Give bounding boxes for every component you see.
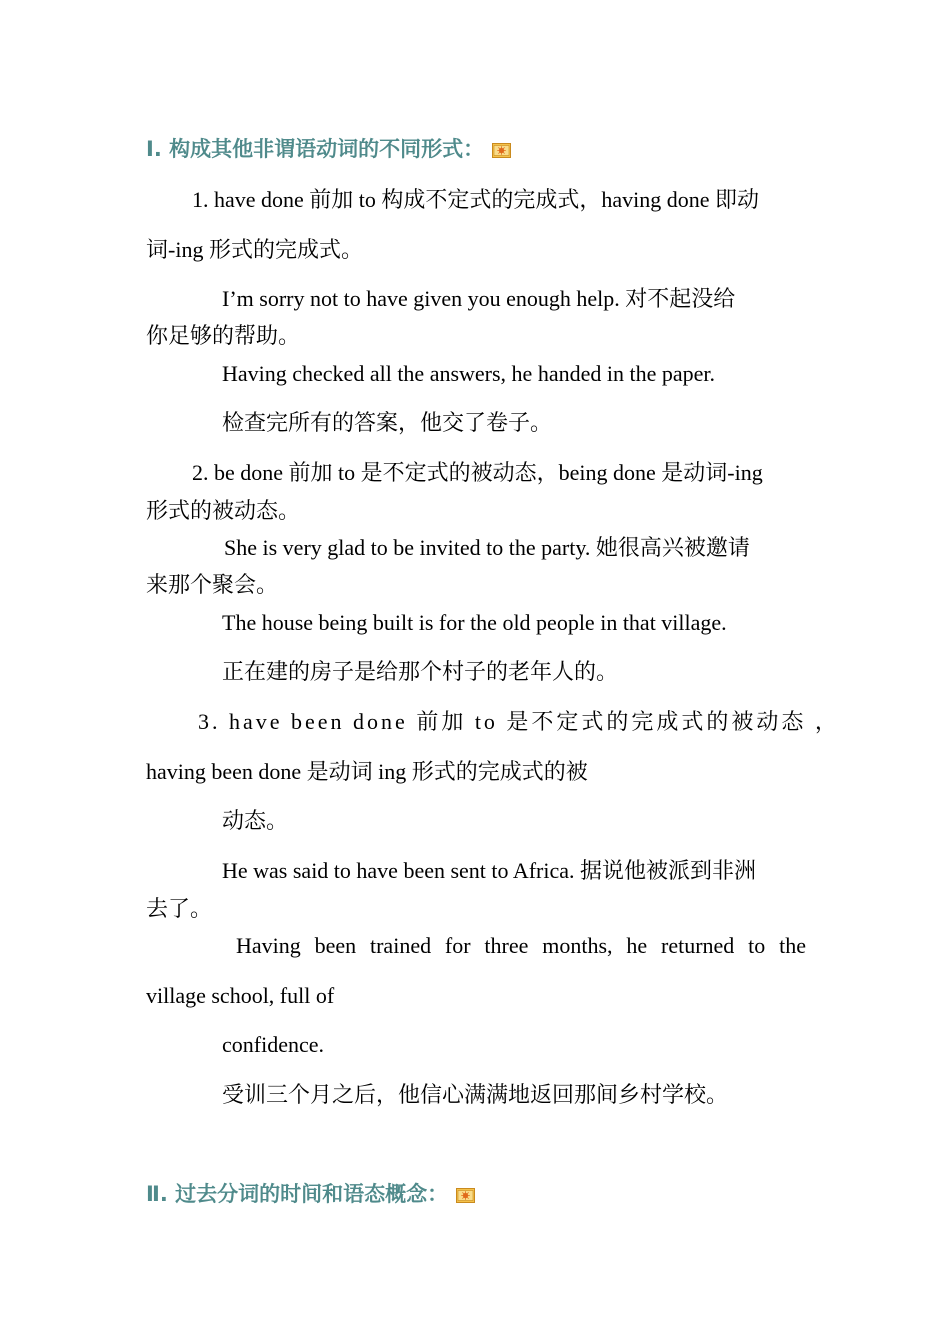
section-1-heading bbox=[146, 135, 511, 163]
item-1-example-2-line-2: 检查完所有的答案，他交了卷子。 bbox=[222, 410, 553, 435]
item-3-example-2-line-1: Having been trained for three months, he returned to the bbox=[236, 933, 806, 958]
item-2-line-1: 2. be done 前加 to 是不定式的被动态，being done 是动词-ing bbox=[192, 460, 763, 485]
section-2-heading bbox=[146, 1180, 475, 1208]
item-3-line-2: having been done 是动词 ing 形式的完成式的被 bbox=[146, 759, 588, 784]
item-1-example-1-line-1: I’m sorry not to have given you enough help. 对不起没给 bbox=[222, 286, 736, 311]
item-3-example-2-line-2: village school, full of bbox=[146, 983, 335, 1008]
item-2-example-2-line-1: The house being built is for the old people in that village. bbox=[222, 610, 727, 635]
section-1-title: Ⅰ. 构成其他非谓语动词的不同形式： bbox=[146, 137, 485, 161]
item-3-example-1-line-1: He was said to have been sent to Africa. 据说他被派到非洲 bbox=[222, 858, 756, 883]
item-1-line-1: 1. have done 前加 to 构成不定式的完成式，having done 即动 bbox=[192, 187, 760, 212]
item-3-example-2-line-4: 受训三个月之后，他信心满满地返回那间乡村学校。 bbox=[222, 1082, 729, 1107]
item-3-example-1-line-2: 去了。 bbox=[146, 896, 213, 921]
folder-sparkle-icon bbox=[492, 143, 511, 158]
item-1-example-1-line-2: 你足够的帮助。 bbox=[146, 323, 301, 348]
item-1-example-2-line-1: Having checked all the answers, he handed in the paper. bbox=[222, 361, 715, 386]
item-2-example-1-line-2: 来那个聚会。 bbox=[146, 572, 279, 597]
item-2-example-1-line-1: She is very glad to be invited to the party. 她很高兴被邀请 bbox=[224, 535, 750, 560]
folder-sparkle-icon bbox=[456, 1188, 475, 1203]
item-2-example-2-line-2: 正在建的房子是给那个村子的老年人的。 bbox=[222, 659, 619, 684]
item-3-line-3: 动态。 bbox=[222, 808, 289, 833]
section-2-title: Ⅱ. 过去分词的时间和语态概念： bbox=[146, 1182, 449, 1206]
item-1-line-2: 词-ing 形式的完成式。 bbox=[146, 237, 363, 262]
item-3-example-2-line-3: confidence. bbox=[222, 1032, 324, 1057]
item-2-line-2: 形式的被动态。 bbox=[146, 498, 301, 523]
item-3-line-1: 3. have been done 前加 to 是不定式的完成式的被动态 ， bbox=[198, 709, 840, 734]
